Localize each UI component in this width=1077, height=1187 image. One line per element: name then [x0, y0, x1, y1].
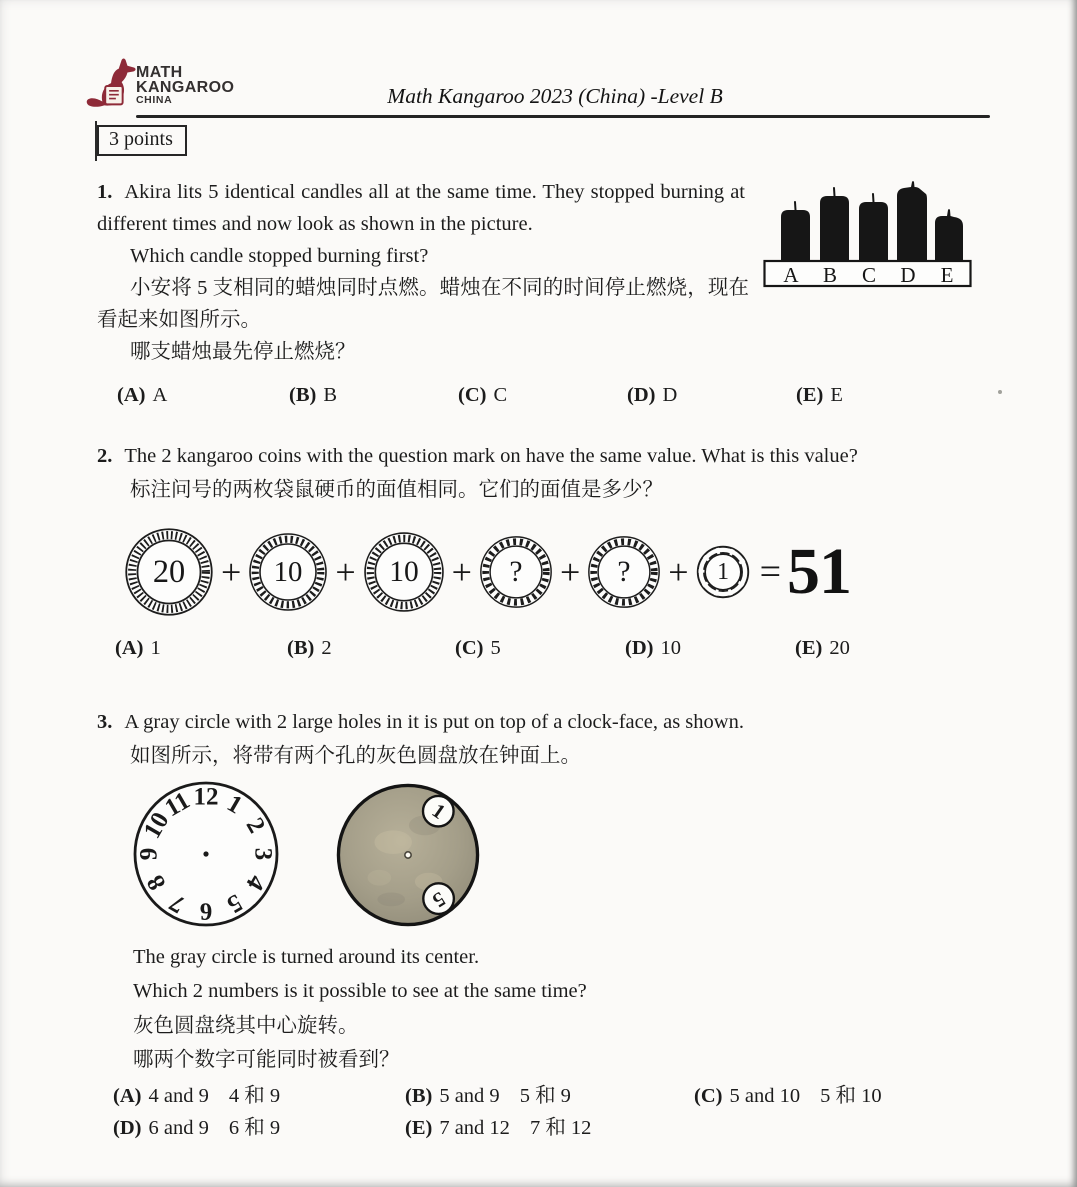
q3-option-d: (D) 6 and 9 6 和 9	[113, 1117, 281, 1139]
gray-disc-figure	[334, 781, 482, 929]
coin-10-first	[248, 532, 328, 612]
logo-line-math: MATH	[136, 64, 183, 81]
clock-number-7: 7	[165, 888, 190, 919]
question-1-number: 1.	[97, 181, 113, 203]
equation-result: 51	[787, 535, 851, 608]
disc-center-dot	[405, 852, 411, 858]
question-3-text	[97, 706, 744, 738]
plus-sign: +	[335, 552, 356, 592]
clock-number-12: 12	[193, 783, 219, 811]
candle-b-wick	[834, 188, 835, 196]
coin-10-second-value: 10	[388, 556, 419, 588]
coin-10-first-value: 10	[273, 556, 303, 588]
q3-option-e: (E) 7 and 12 7 和 12	[405, 1117, 592, 1139]
question-3-zh3: 哪两个数字可能同时被看到？	[133, 1049, 400, 1071]
clock-number-3: 3	[249, 847, 277, 861]
question-1-zh: 小安将 5 支相同的蜡烛同时点燃。蜡烛在不同的时间停止燃烧，现在看起来如图所示。	[97, 277, 749, 331]
question-3-en2: The gray circle is turned around its center.	[133, 946, 480, 968]
scan-speck	[998, 390, 1002, 394]
clock-number-6: 6	[199, 897, 213, 925]
clock-number-5: 5	[222, 888, 247, 919]
question-1-zh2: 哪支蜡烛最先停止燃烧？	[130, 341, 356, 363]
candle-a	[781, 210, 810, 261]
q2-option-c: (C) 5	[455, 637, 501, 659]
clock-center-dot	[203, 851, 208, 856]
candle-e	[935, 209, 963, 261]
candle-figure	[760, 180, 975, 292]
clock-face-figure	[131, 779, 281, 929]
question-2-number: 2.	[97, 445, 113, 467]
question-3-en3: Which 2 numbers is it possible to see at the same time?	[133, 980, 587, 1002]
disc-hole-top-number: 1	[427, 799, 449, 824]
candle-d	[897, 181, 927, 261]
disc-hole-bottom-number: 5	[428, 887, 449, 912]
clock-number-8: 8	[141, 870, 172, 895]
question-2-zh: 标注问号的两枚袋鼠硬币的面值相同。它们的面值是多少？	[130, 479, 663, 501]
q1-option-d: (D) D	[627, 384, 678, 406]
question-3-en: A gray circle with 2 large holes in it is put on top of a clock-face, as shown.	[124, 711, 744, 733]
q2-option-e: (E) 20	[795, 637, 850, 659]
q3-option-b: (B) 5 and 9 5 和 9	[405, 1085, 571, 1107]
header-rule	[136, 115, 990, 118]
plus-sign: +	[668, 552, 689, 592]
plus-sign: +	[559, 552, 581, 592]
coin-1-value: 1	[716, 559, 729, 585]
q1-option-e: (E) E	[796, 384, 843, 406]
page-title: Math Kangaroo 2023 (China) -Level B	[387, 84, 723, 108]
coin-equation	[124, 524, 851, 620]
plus-sign: +	[451, 552, 472, 592]
coin-10-second	[363, 531, 445, 613]
question-3-zh2: 灰色圆盘绕其中心旋转。	[133, 1015, 359, 1037]
clock-number-10: 10	[138, 807, 175, 844]
q2-option-a: (A) 1	[115, 637, 161, 659]
coin-question-second	[587, 535, 661, 609]
coin-20	[124, 527, 214, 617]
q3-option-c: (C) 5 and 10 5 和 10	[694, 1085, 882, 1107]
candle-c	[859, 202, 888, 261]
q1-option-c: (C) C	[458, 384, 508, 406]
clock-number-4: 4	[240, 870, 271, 895]
clock-number-11: 11	[160, 787, 195, 823]
clock-number-9: 9	[135, 847, 163, 861]
candle-label-d: D	[900, 263, 916, 287]
candle-b	[820, 196, 849, 261]
clock-number-1: 1	[222, 789, 247, 820]
candle-c-wick	[873, 194, 874, 202]
coin-question-first	[479, 535, 553, 609]
coin-1	[696, 545, 750, 599]
question-1-en2: Which candle stopped burning first?	[130, 245, 429, 267]
candle-label-a: A	[783, 263, 799, 287]
coin-20-value: 20	[152, 554, 186, 590]
candle-label-b: B	[822, 263, 838, 287]
candle-a-wick	[795, 202, 796, 210]
kangaroo-icon	[84, 57, 140, 115]
question-3-zh: 如图所示，将带有两个孔的灰色圆盘放在钟面上。	[130, 745, 581, 767]
question-3-number: 3.	[97, 711, 113, 733]
logo-wordmark	[136, 65, 234, 106]
logo-line-china: CHINA	[136, 94, 173, 106]
points-badge: 3 points	[97, 125, 187, 156]
equals-sign: =	[759, 551, 781, 593]
coin-question-first-value: ?	[509, 556, 523, 588]
math-kangaroo-logo	[84, 57, 234, 115]
question-1-text	[97, 176, 745, 240]
question-1-en: Akira lits 5 identical candles all at the same time. They stopped burning at different times and now look as shown in the picture.	[97, 181, 745, 235]
q1-option-a: (A) A	[117, 384, 168, 406]
q3-option-a: (A) 4 and 9 4 和 9	[113, 1085, 281, 1107]
logo-line-kangaroo: KANGAROO	[136, 79, 235, 96]
q2-option-d: (D) 10	[625, 637, 681, 659]
question-2-text	[97, 440, 858, 472]
question-2-en: The 2 kangaroo coins with the question mark on have the same value. What is this value?	[124, 445, 858, 467]
q2-option-b: (B) 2	[287, 637, 332, 659]
clock-number-2: 2	[240, 813, 271, 838]
candle-label-c: C	[861, 263, 877, 287]
candle-label-e: E	[940, 263, 954, 287]
coin-question-second-value: ?	[617, 556, 631, 588]
plus-sign: +	[221, 552, 242, 592]
q1-option-b: (B) B	[289, 384, 338, 406]
